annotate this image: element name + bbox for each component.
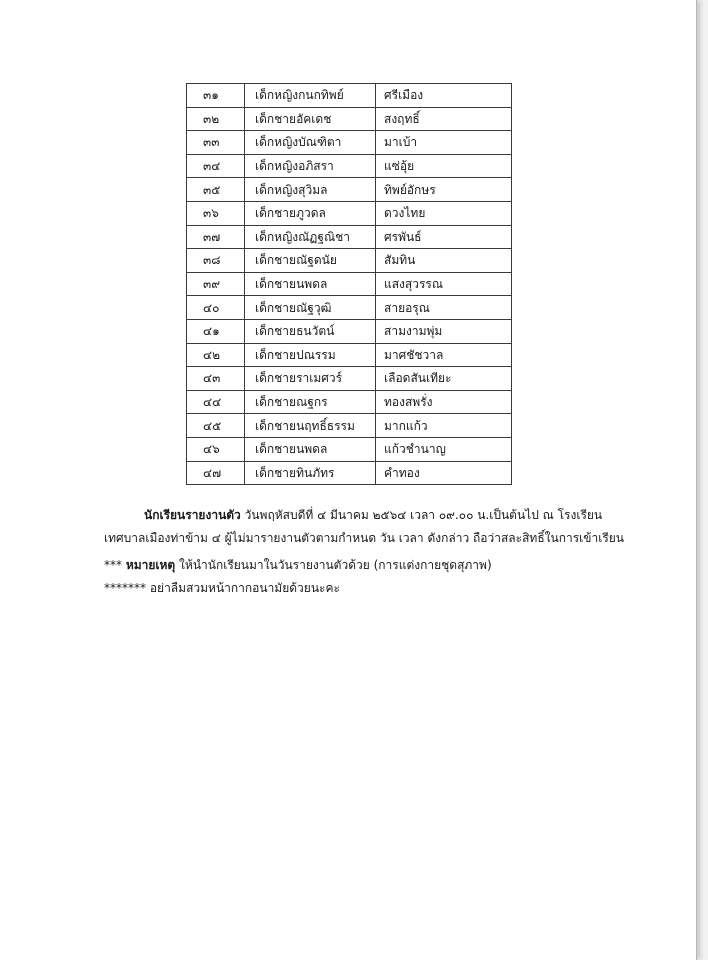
- student-last-name: แก้วชำนาญ: [376, 437, 512, 461]
- student-first-name: เด็กชายอัคเดช: [245, 107, 376, 131]
- student-first-name: เด็กชายนพดล: [245, 272, 376, 296]
- student-number: ๔๗: [187, 461, 245, 485]
- student-first-name: เด็กชายนฤทธิ์ธรรม: [245, 414, 376, 438]
- table-row: [187, 107, 512, 131]
- notice-section: [104, 504, 624, 600]
- student-last-name: ดวงไทย: [376, 201, 512, 225]
- student-first-name: เด็กชายภูวดล: [245, 201, 376, 225]
- remark-line: [104, 554, 624, 577]
- student-last-name: สัมทิน: [376, 249, 512, 273]
- student-last-name: แสงสุวรรณ: [376, 272, 512, 296]
- student-first-name: เด็กชายธนวัตน์: [245, 319, 376, 343]
- student-last-name: สายอรุณ: [376, 296, 512, 320]
- table-row: [187, 225, 512, 249]
- student-number: ๓๔: [187, 154, 245, 178]
- table-row: [187, 343, 512, 367]
- student-last-name: มาศชัชวาล: [376, 343, 512, 367]
- remark-label: หมายเหตุ: [125, 558, 176, 572]
- table-row: [187, 178, 512, 202]
- student-number: ๓๕: [187, 178, 245, 202]
- student-number: ๓๒: [187, 107, 245, 131]
- student-number: ๔๕: [187, 414, 245, 438]
- table-row: [187, 367, 512, 391]
- student-first-name: เด็กหญิงสุวิมล: [245, 178, 376, 202]
- student-number: ๔๑: [187, 319, 245, 343]
- student-last-name: เลือดสันเทียะ: [376, 367, 512, 391]
- student-first-name: เด็กหญิงกนกทิพย์: [245, 84, 376, 108]
- student-last-name: สามงามพุ่ม: [376, 319, 512, 343]
- table-row: [187, 390, 512, 414]
- student-number: ๓๑: [187, 84, 245, 108]
- student-first-name: เด็กหญิงบัณฑิตา: [245, 131, 376, 155]
- roster-body: [187, 84, 512, 485]
- reminder-stars: *******: [104, 581, 150, 595]
- student-first-name: เด็กชายปณรรม: [245, 343, 376, 367]
- student-number: ๓๘: [187, 249, 245, 273]
- student-number: ๔๖: [187, 437, 245, 461]
- student-number: ๔๒: [187, 343, 245, 367]
- reminder-text: อย่าลืมสวมหน้ากากอนามัยด้วยนะคะ: [149, 581, 340, 595]
- student-number: ๓๙: [187, 272, 245, 296]
- student-roster-table: [186, 83, 512, 485]
- student-number: ๔๔: [187, 390, 245, 414]
- student-last-name: แซ่อุ้ย: [376, 154, 512, 178]
- table-row: [187, 414, 512, 438]
- reminder-line: [104, 577, 624, 600]
- table-row: [187, 249, 512, 273]
- student-first-name: เด็กชายณัฐวุฒิ: [245, 296, 376, 320]
- table-row: [187, 84, 512, 108]
- notice-paragraph: [104, 504, 624, 527]
- notice-line-2: เทศบาลเมืองท่าข้าม ๔ ผู้ไม่มารายงานตัวตามกำหนด วัน เวลา ดังกล่าว ถือว่าสละสิทธิ์ในการเข้าเรียน: [104, 531, 624, 545]
- student-number: ๔๓: [187, 367, 245, 391]
- table-row: [187, 319, 512, 343]
- student-first-name: เด็กชายณฐกร: [245, 390, 376, 414]
- student-first-name: เด็กชายราเมศวร์: [245, 367, 376, 391]
- student-first-name: เด็กชายนพดล: [245, 437, 376, 461]
- student-last-name: คำทอง: [376, 461, 512, 485]
- student-number: ๓๓: [187, 131, 245, 155]
- student-first-name: เด็กชายณัฐดนัย: [245, 249, 376, 273]
- table-row: [187, 296, 512, 320]
- table-row: [187, 201, 512, 225]
- remark-text: ให้นำนักเรียนมาในวันรายงานตัวด้วย (การแต่งกายชุดสุภาพ): [175, 558, 492, 572]
- table-row: [187, 272, 512, 296]
- table-row: [187, 437, 512, 461]
- student-first-name: เด็กชายทินภัทร: [245, 461, 376, 485]
- notice-line-1: วันพฤหัสบดีที่ ๔ มีนาคม ๒๕๖๔ เวลา ๐๙.๐๐ น.เป็นต้นไป ณ โรงเรียน: [240, 508, 603, 522]
- student-first-name: เด็กหญิงอภิสรา: [245, 154, 376, 178]
- table-row: [187, 154, 512, 178]
- student-last-name: ศรีเมือง: [376, 84, 512, 108]
- student-last-name: ศรพันธ์: [376, 225, 512, 249]
- table-row: [187, 461, 512, 485]
- student-last-name: ทิพย์อักษร: [376, 178, 512, 202]
- notice-heading: นักเรียนรายงานตัว: [144, 508, 241, 522]
- student-first-name: เด็กหญิงณัฏฐณิชา: [245, 225, 376, 249]
- student-last-name: ทองสพรั่ง: [376, 390, 512, 414]
- student-number: ๔๐: [187, 296, 245, 320]
- student-number: ๓๖: [187, 201, 245, 225]
- student-last-name: มาเบ้า: [376, 131, 512, 155]
- student-last-name: สงฤทธิ์: [376, 107, 512, 131]
- student-number: ๓๗: [187, 225, 245, 249]
- student-last-name: มากแก้ว: [376, 414, 512, 438]
- remark-stars: ***: [104, 558, 126, 572]
- table-row: [187, 131, 512, 155]
